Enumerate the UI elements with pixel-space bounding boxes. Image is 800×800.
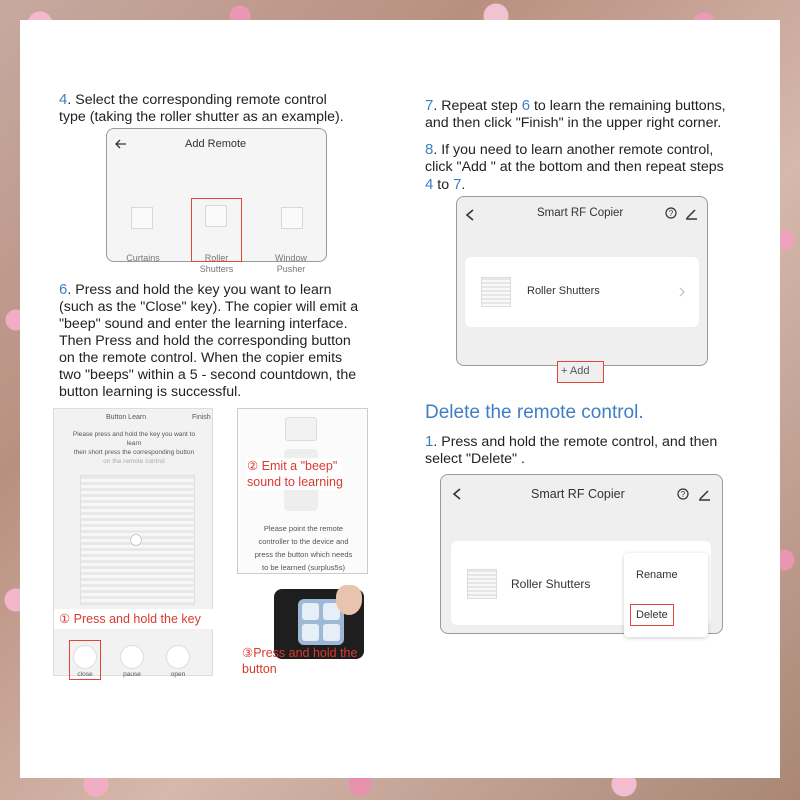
window-pusher-icon[interactable] (281, 207, 303, 229)
add-button[interactable]: + Add (557, 361, 604, 383)
curtains-label: Curtains (126, 253, 160, 263)
chevron-right-icon (679, 287, 685, 297)
roller-shutters-label: Roller Shutters (527, 285, 600, 297)
pusher-label: Pusher (276, 264, 306, 274)
finger-image (336, 585, 362, 615)
curtains-icon[interactable] (131, 207, 153, 229)
step-7-text: 7. Repeat step 6 to learn the remaining buttons, and then click "Finish" in the upper right corner. (425, 97, 726, 131)
instruction-page (20, 20, 780, 778)
delete-step-1-text: 1. Press and hold the remote control, and then select "Delete" . (425, 433, 718, 467)
rename-menu-item[interactable]: Rename (636, 569, 678, 581)
copier-title: Smart RF Copier (537, 207, 624, 219)
step-4-text: 4. Select the corresponding remote control type (taking the roller shutter as an example). (59, 91, 344, 125)
copier-device-icon (285, 417, 317, 441)
edit-icon[interactable] (685, 207, 698, 220)
help-icon[interactable] (677, 488, 689, 500)
step-8-text: 8. If you need to learn another remote control, click "Add " at the bottom and then repeat steps 4 to 7. (425, 141, 724, 193)
back-chevron-icon[interactable] (453, 488, 461, 500)
copier-screen-add (456, 196, 708, 377)
edit-icon[interactable] (698, 488, 711, 501)
roller-shutter-icon (481, 277, 511, 307)
open-key-button[interactable] (166, 645, 190, 669)
emit-beep-callout: ② Emit a "beep" sound to learning (247, 459, 343, 489)
delete-heading: Delete the remote control. (425, 402, 644, 423)
context-menu (624, 553, 708, 637)
roller-label: Roller (204, 253, 229, 263)
add-remote-title: Add Remote (185, 138, 247, 150)
button-learn-title: Button Learn (106, 414, 147, 421)
point-remote-text: Please point the remote controller to the device and press the button which needs to be learned (surplus5s) (254, 524, 353, 572)
shutters-label: Shutters (199, 264, 234, 274)
help-icon[interactable] (665, 207, 677, 219)
step-6-text: 6. Press and hold the key you want to learn (such as the "Close" key). The copier will emit a "beep" sound and enter the learning interface. Then Press and hold the corresponding button on the remote control. When the copier emits two "beeps" within a 5 - second countdown, the button learning is successful. (59, 281, 359, 400)
copier-title: Smart RF Copier (531, 487, 625, 501)
step-6-number: 6 (59, 281, 68, 298)
step-4-number: 4 (59, 91, 68, 108)
beep-learning-panel (237, 408, 368, 574)
roller-shutter-icon (467, 569, 497, 599)
finish-button[interactable]: Finish (192, 414, 211, 421)
delete-menu-item[interactable]: Delete (630, 604, 674, 626)
roller-shutters-item[interactable] (465, 257, 699, 327)
shutter-handle-icon (130, 534, 142, 546)
press-hold-callout: ① Press and hold the key (59, 612, 201, 626)
add-remote-screen (106, 128, 327, 274)
press-hold-button-callout: ③Press and hold the button (242, 646, 358, 676)
svg-text:?: ? (668, 209, 674, 218)
button-learn-screen: Button Learn Finish Please press and hold the key you want to learn then short press the corresponding button on the remote control close pause open ① Press and hold the key (53, 408, 213, 676)
back-arrow-icon[interactable] (115, 139, 127, 149)
copier-screen-delete (440, 474, 723, 634)
svg-text:?: ? (680, 490, 686, 499)
roller-shutters-label: Roller Shutters (511, 577, 591, 591)
window-label: Window (274, 253, 307, 263)
roller-shutters-icon (205, 205, 227, 227)
pause-key-button[interactable] (120, 645, 144, 669)
back-chevron-icon[interactable] (466, 209, 474, 221)
